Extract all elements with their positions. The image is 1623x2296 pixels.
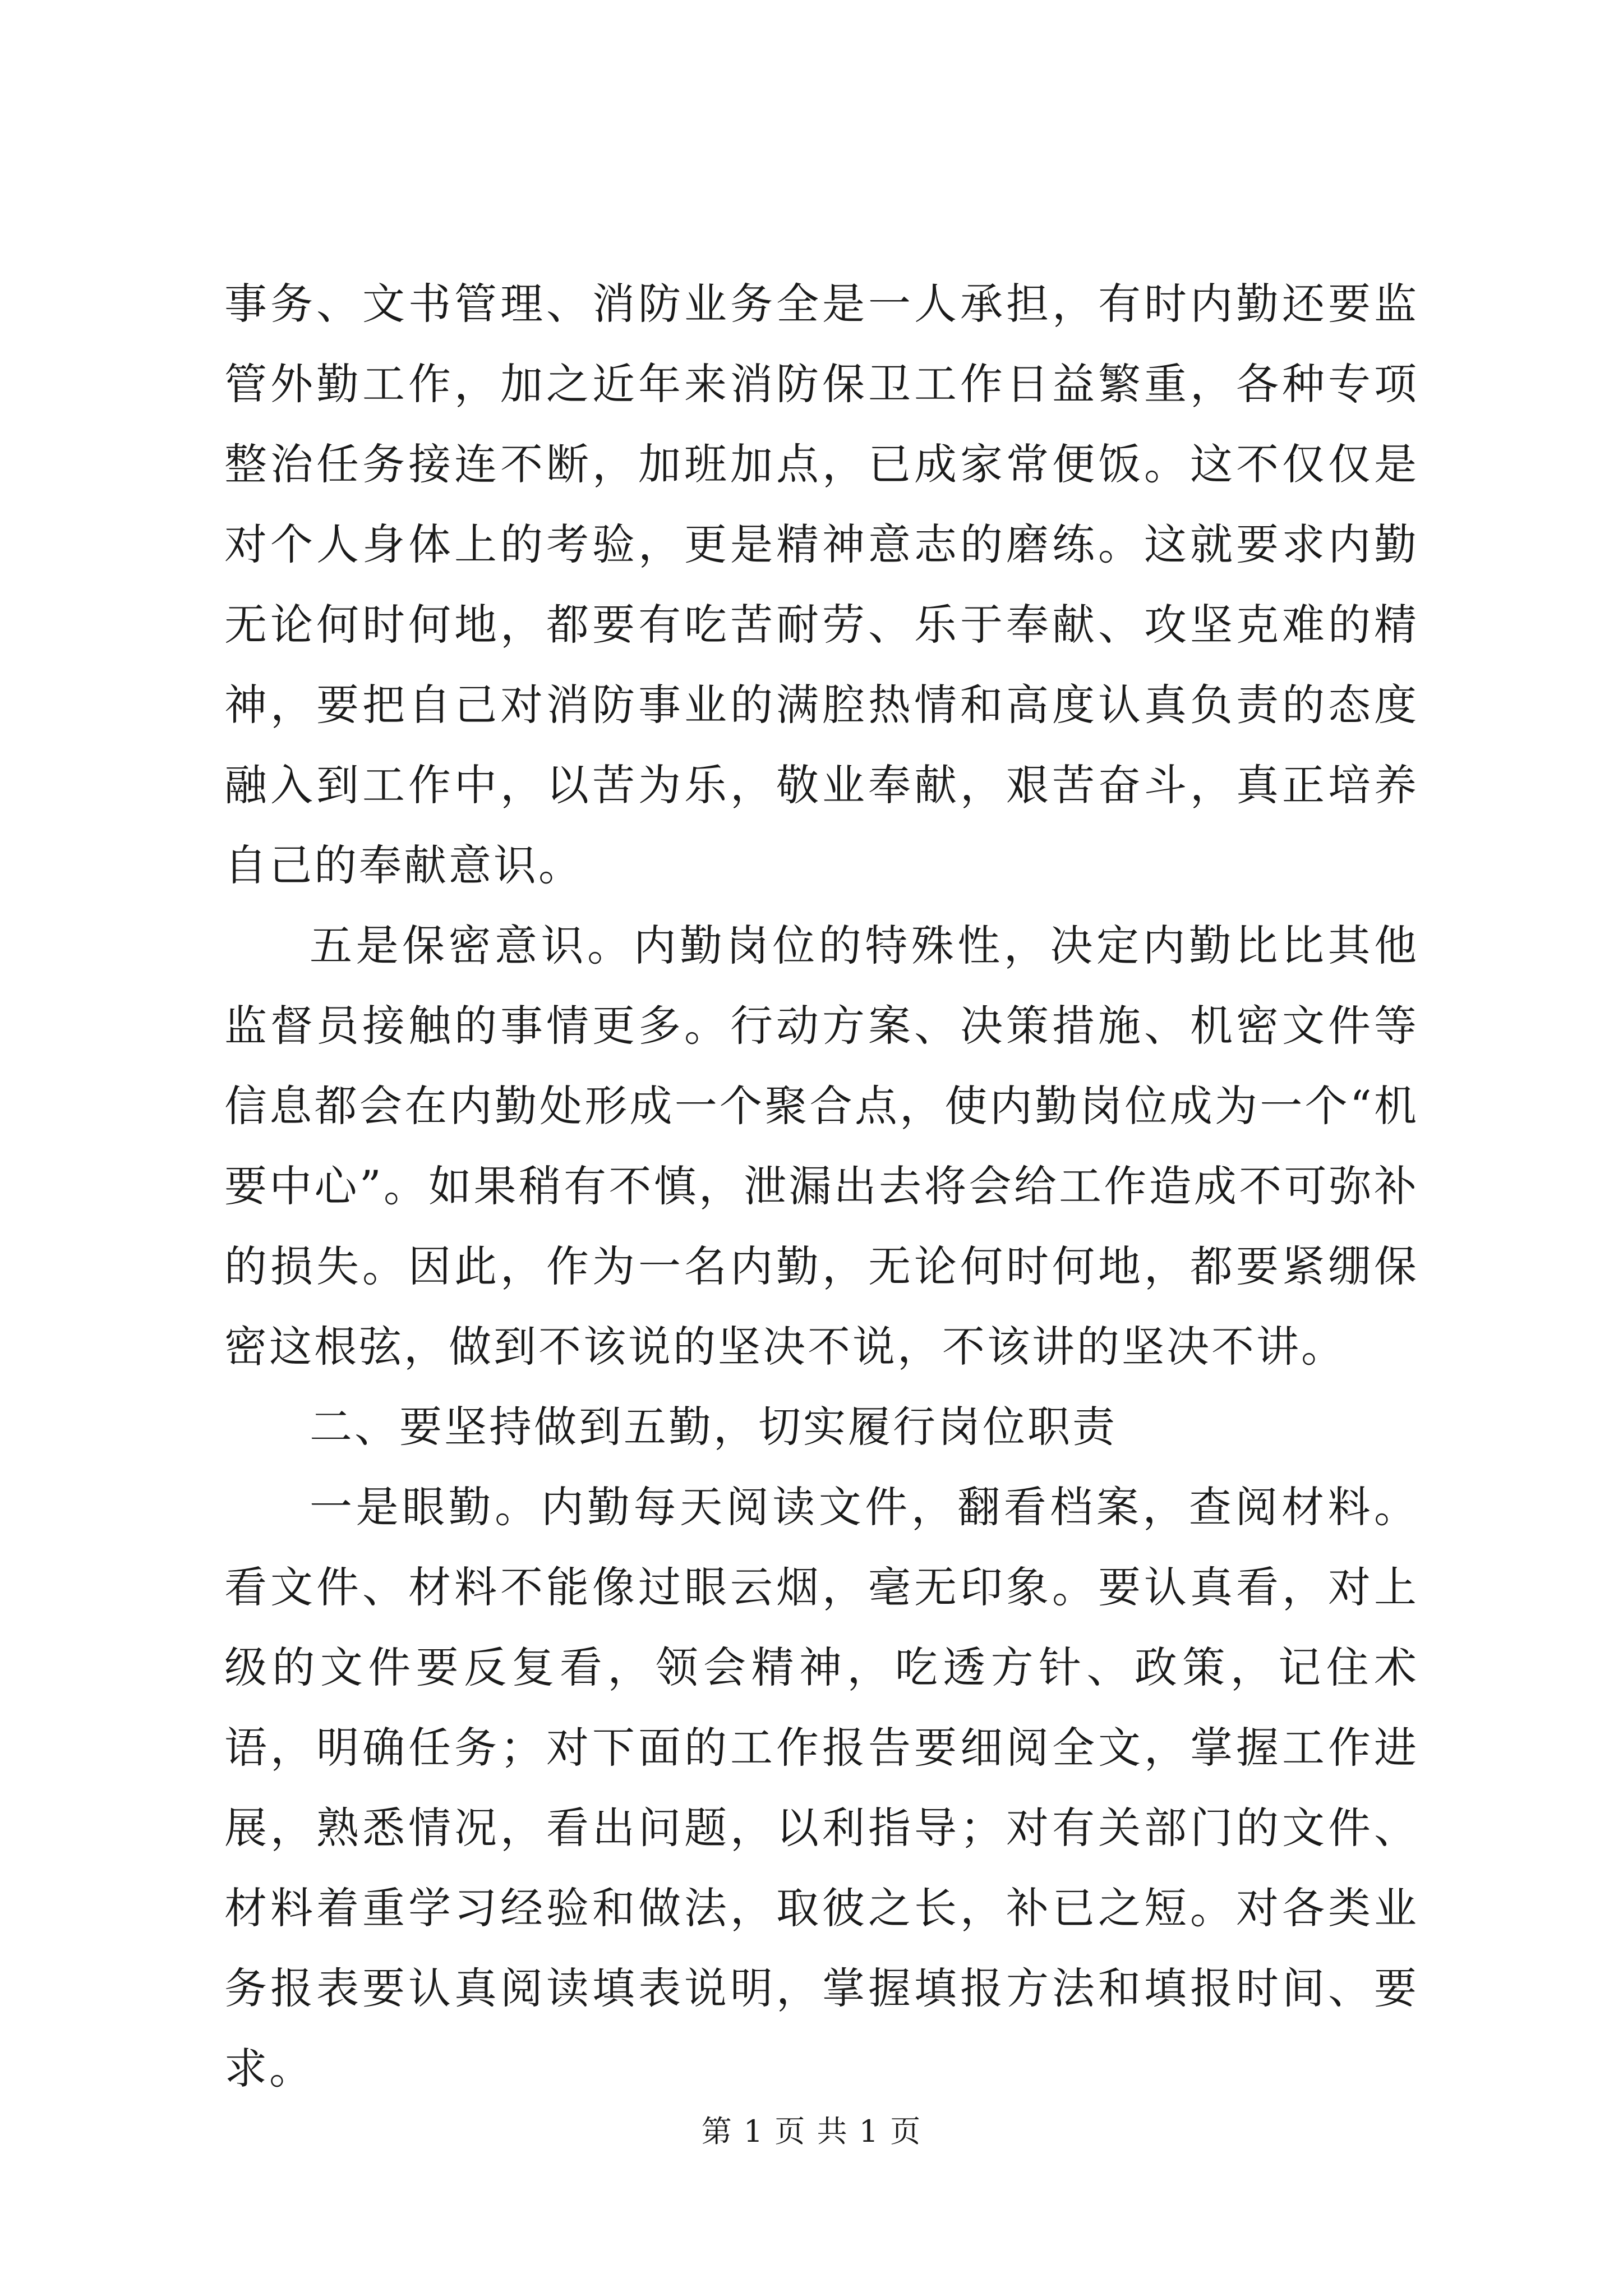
document-body xyxy=(224,264,1419,2109)
paragraph-eye-diligence: 一是眼勤。内勤每天阅读文件，翻看档案，查阅材料。看文件、材料不能像过眼云烟，毫无印象。要认真看，对上级的文件要反复看，领会精神，吃透方针、政策，记住术语，明确任务；对下面的工作报告要细阅全文，掌握工作进展，熟悉情况，看出问题，以利指导；对有关部门的文件、材料着重学习经验和做法，取彼之长，补已之短。对各类业务报表要认真阅读填表说明，掌握填报方法和填报时间、要求。 xyxy=(224,1482,1419,2093)
paragraph-continued: 事务、文书管理、消防业务全是一人承担，有时内勤还要监管外勤工作，加之近年来消防保卫工作日益繁重，各种专项整治任务接连不断，加班加点，已成家常便饭。这不仅仅是对个人身体上的考验，更是精神意志的磨练。这就要求内勤无论何时何地，都要有吃苦耐劳、乐于奉献、攻坚克难的精神，要把自己对消防事业的满腔热情和高度认真负责的态度融入到工作中，以苦为乐，敬业奉献，艰苦奋斗，真正培养自己的奉献意识。 xyxy=(224,279,1419,890)
paragraph-confidentiality: 五是保密意识。内勤岗位的特殊性，决定内勤比比其他监督员接触的事情更多。行动方案、决策措施、机密文件等信息都会在内勤处形成一个聚合点，使内勤岗位成为一个“机要中心”。如果稍有不慎，泄漏出去将会给工作造成不可弥补的损失。因此，作为一名内勤，无论何时何地，都要紧绷保密这根弦，做到不该说的坚决不说，不该讲的坚决不讲。 xyxy=(224,921,1419,1372)
section-heading: 二、要坚持做到五勤，切实履行岗位职责 xyxy=(310,1402,1117,1452)
page-footer: 第 1 页 共 1 页 xyxy=(701,2114,922,2149)
